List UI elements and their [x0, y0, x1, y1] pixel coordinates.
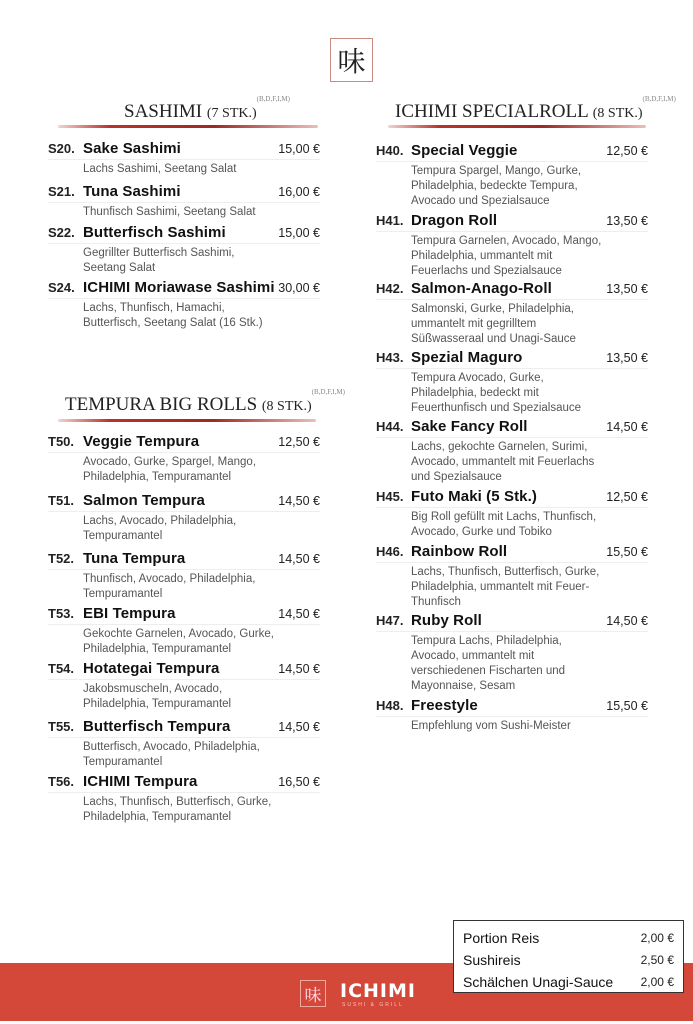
menu-item: [376, 212, 648, 279]
menu-item: [48, 773, 320, 825]
item-row: [376, 142, 648, 162]
item-row: [376, 612, 648, 632]
item-price: 13,50 €: [606, 282, 648, 296]
item-code: H47.: [376, 613, 404, 628]
item-price: 15,00 €: [278, 226, 320, 240]
item-code: T54.: [48, 661, 75, 676]
description-line: Lachs Sashimi, Seetang Salat: [83, 163, 237, 175]
item-code: H43.: [376, 350, 404, 365]
description-line: Thunfisch: [411, 596, 461, 608]
item-description: [83, 162, 293, 177]
item-row: [376, 418, 648, 438]
menu-item: [376, 142, 648, 209]
item-code: T55.: [48, 719, 75, 734]
item-row: [48, 140, 320, 160]
description-line: Philadelphia, Tempuramantel: [83, 471, 232, 483]
description-line: Lachs, gekochte Garnelen, Surimi,: [411, 441, 588, 453]
description-line: Philadelphia, Tempuramantel: [83, 811, 232, 823]
footer-brand: ICHIMI: [340, 980, 416, 1002]
description-line: Butterfisch, Seetang Salat (16 Stk.): [83, 317, 263, 329]
item-row: [48, 279, 320, 299]
description-line: Tempura Avocado, Gurke,: [411, 372, 544, 384]
item-name: Hotategai Tempura: [83, 660, 220, 677]
section-title-sashimi: [124, 95, 290, 123]
menu-item: [376, 349, 648, 416]
description-line: Tempura Garnelen, Avocado, Mango,: [411, 235, 602, 247]
description-line: Seetang Salat: [83, 262, 156, 274]
item-code: T56.: [48, 774, 75, 789]
menu-item: [48, 224, 320, 276]
extras-row: [463, 949, 674, 971]
item-price: 13,50 €: [606, 351, 648, 365]
item-price: 15,50 €: [606, 545, 648, 559]
description-line: Empfehlung vom Sushi-Meister: [411, 720, 571, 732]
menu-item: [48, 183, 320, 220]
item-name: Dragon Roll: [411, 212, 498, 229]
item-name: Freestyle: [411, 697, 478, 714]
item-row: [48, 183, 320, 203]
menu-item: [48, 605, 320, 657]
item-name: Special Veggie: [411, 142, 518, 159]
menu-item: [48, 718, 320, 770]
extras-row: [463, 927, 674, 949]
item-code: T53.: [48, 606, 75, 621]
description-line: Butterfisch, Avocado, Philadelphia,: [83, 741, 260, 753]
item-description: [411, 164, 621, 209]
item-price: 14,50 €: [606, 614, 648, 628]
item-code: H45.: [376, 489, 404, 504]
description-line: Lachs, Thunfisch, Hamachi,: [83, 302, 225, 314]
item-price: 12,50 €: [606, 144, 648, 158]
description-line: ummantelt mit gegrilltem: [411, 318, 537, 330]
item-row: [48, 605, 320, 625]
allergens: (B,D,F,I,M): [311, 388, 345, 396]
description-line: Lachs, Avocado, Philadelphia,: [83, 515, 237, 527]
item-price: 14,50 €: [278, 607, 320, 621]
extra-price: 2,50 €: [640, 953, 674, 967]
item-description: [411, 234, 621, 279]
item-price: 14,50 €: [278, 494, 320, 508]
item-description: [83, 627, 293, 657]
brush-divider: [58, 125, 318, 128]
allergens: (B,D,F,I,M): [256, 95, 290, 103]
title-text: SASHIMI: [124, 101, 203, 122]
description-line: Gekochte Garnelen, Avocado, Gurke,: [83, 628, 274, 640]
description-line: Philadelphia, ummantelt mit: [411, 250, 553, 262]
item-name: Tuna Tempura: [83, 550, 186, 567]
extra-price: 2,00 €: [640, 931, 674, 945]
menu-item: [376, 488, 648, 540]
description-line: verschiedenen Fischarten und: [411, 665, 566, 677]
item-code: H48.: [376, 698, 404, 713]
item-row: [48, 660, 320, 680]
description-line: Jakobsmuscheln, Avocado,: [83, 683, 223, 695]
description-line: Tempuramantel: [83, 588, 163, 600]
menu-item: [376, 697, 648, 734]
item-row: [376, 488, 648, 508]
item-description: [83, 795, 293, 825]
menu-item: [376, 612, 648, 694]
item-name: ICHIMI Moriawase Sashimi: [83, 279, 275, 296]
item-price: 13,50 €: [606, 214, 648, 228]
description-line: Feuerthunfisch und Spezialsauce: [411, 402, 582, 414]
item-price: 15,00 €: [278, 142, 320, 156]
description-line: Lachs, Thunfisch, Butterfisch, Gurke,: [83, 796, 272, 808]
item-row: [48, 492, 320, 512]
description-line: Tempura Spargel, Mango, Gurke,: [411, 165, 582, 177]
title-text: ICHIMI SPECIALROLL: [395, 101, 588, 122]
menu-item: [48, 550, 320, 602]
description-line: Philadelphia, ummantelt mit Feuer-: [411, 581, 590, 593]
menu-item: [48, 140, 320, 177]
item-price: 14,50 €: [606, 420, 648, 434]
item-name: Butterfisch Sashimi: [83, 224, 226, 241]
allergens: (B,D,F,I,M): [642, 95, 676, 103]
item-row: [376, 349, 648, 369]
item-name: Tuna Sashimi: [83, 183, 181, 200]
item-row: [376, 212, 648, 232]
description-line: Avocado, ummantelt mit Feuerlachs: [411, 456, 595, 468]
item-name: Salmon-Anago-Roll: [411, 280, 552, 297]
item-name: ICHIMI Tempura: [83, 773, 198, 790]
description-line: Avocado, ummantelt mit: [411, 650, 535, 662]
extras-box: [453, 920, 684, 993]
description-line: Big Roll gefüllt mit Lachs, Thunfisch,: [411, 511, 597, 523]
item-price: 16,00 €: [278, 185, 320, 199]
menu-item: [376, 280, 648, 347]
extra-name: Sushireis: [463, 952, 521, 968]
item-row: [376, 543, 648, 563]
brush-divider: [58, 419, 316, 422]
footer-tagline: SUSHI & GRILL: [342, 1002, 404, 1008]
item-price: 12,50 €: [278, 435, 320, 449]
description-line: Avocado, Gurke und Tobiko: [411, 526, 552, 538]
item-description: [83, 682, 293, 712]
item-price: 14,50 €: [278, 662, 320, 676]
item-code: T51.: [48, 493, 75, 508]
description-line: Mayonnaise, Sesam: [411, 680, 516, 692]
item-row: [48, 550, 320, 570]
description-line: und Spezialsauce: [411, 471, 502, 483]
menu-item: [376, 418, 648, 485]
item-name: Spezial Maguro: [411, 349, 523, 366]
description-line: Lachs, Thunfisch, Butterfisch, Gurke,: [411, 566, 600, 578]
count: (8 STK.): [592, 106, 643, 121]
section-title-tempura: [65, 388, 345, 416]
menu-item: [48, 433, 320, 485]
menu-item: [376, 543, 648, 610]
item-price: 30,00 €: [278, 281, 320, 295]
item-code: H42.: [376, 281, 404, 296]
description-line: Tempuramantel: [83, 756, 163, 768]
item-row: [48, 433, 320, 453]
item-name: Sake Fancy Roll: [411, 418, 528, 435]
item-code: S24.: [48, 280, 75, 295]
item-price: 14,50 €: [278, 552, 320, 566]
item-code: H46.: [376, 544, 404, 559]
item-description: [411, 634, 621, 694]
restaurant-logo: 味: [330, 38, 373, 82]
description-line: Tempuramantel: [83, 530, 163, 542]
item-description: [83, 740, 293, 770]
item-description: [83, 572, 293, 602]
item-name: Butterfisch Tempura: [83, 718, 231, 735]
item-name: Futo Maki (5 Stk.): [411, 488, 537, 505]
item-description: [83, 301, 293, 331]
item-name: Ruby Roll: [411, 612, 482, 629]
section-title-specialroll: [395, 95, 676, 123]
item-code: S20.: [48, 141, 75, 156]
item-code: S22.: [48, 225, 75, 240]
description-line: Feuerlachs und Spezialsauce: [411, 265, 562, 277]
item-row: [48, 773, 320, 793]
item-row: [48, 718, 320, 738]
menu-item: [48, 492, 320, 544]
item-code: H40.: [376, 143, 404, 158]
item-name: Rainbow Roll: [411, 543, 508, 560]
description-line: Avocado und Spezialsauce: [411, 195, 550, 207]
count: (7 STK.): [206, 106, 257, 121]
item-code: H44.: [376, 419, 404, 434]
extras-row: [463, 971, 674, 993]
item-code: T52.: [48, 551, 75, 566]
item-price: 12,50 €: [606, 490, 648, 504]
item-description: [411, 440, 621, 485]
item-name: Salmon Tempura: [83, 492, 205, 509]
description-line: Philadelphia, Tempuramantel: [83, 643, 232, 655]
item-code: H41.: [376, 213, 404, 228]
item-description: [83, 246, 293, 276]
menu-item: [48, 279, 320, 331]
item-price: 15,50 €: [606, 699, 648, 713]
description-line: Thunfisch, Avocado, Philadelphia,: [83, 573, 256, 585]
brush-divider: [388, 125, 646, 128]
item-row: [48, 224, 320, 244]
item-description: [411, 371, 621, 416]
item-code: T50.: [48, 434, 75, 449]
item-description: [411, 565, 621, 610]
extra-price: 2,00 €: [640, 975, 674, 989]
item-row: [376, 697, 648, 717]
description-line: Salmonski, Gurke, Philadelphia,: [411, 303, 574, 315]
description-line: Avocado, Gurke, Spargel, Mango,: [83, 456, 257, 468]
item-description: [83, 514, 293, 544]
description-line: Philadelphia, Tempuramantel: [83, 698, 232, 710]
item-name: Sake Sashimi: [83, 140, 181, 157]
menu-item: [48, 660, 320, 712]
extra-name: Schälchen Unagi-Sauce: [463, 974, 614, 990]
item-code: S21.: [48, 184, 75, 199]
item-price: 14,50 €: [278, 720, 320, 734]
item-description: [83, 205, 293, 220]
item-description: [83, 455, 293, 485]
item-name: EBI Tempura: [83, 605, 176, 622]
count: (8 STK.): [261, 399, 312, 414]
item-description: [411, 302, 621, 347]
title-text: TEMPURA BIG ROLLS: [65, 394, 258, 415]
description-line: Gegrillter Butterfisch Sashimi,: [83, 247, 235, 259]
description-line: Philadelphia, bedeckte Tempura,: [411, 180, 578, 192]
description-line: Philadelphia, bedeckt mit: [411, 387, 539, 399]
item-price: 16,50 €: [278, 775, 320, 789]
item-row: [376, 280, 648, 300]
description-line: Tempura Lachs, Philadelphia,: [411, 635, 562, 647]
item-description: [411, 510, 621, 540]
description-line: Süßwasseraal und Unagi-Sauce: [411, 333, 576, 345]
item-description: [411, 719, 621, 734]
description-line: Thunfisch Sashimi, Seetang Salat: [83, 206, 256, 218]
footer-logo: 味: [300, 980, 326, 1007]
item-name: Veggie Tempura: [83, 433, 200, 450]
extra-name: Portion Reis: [463, 930, 540, 946]
